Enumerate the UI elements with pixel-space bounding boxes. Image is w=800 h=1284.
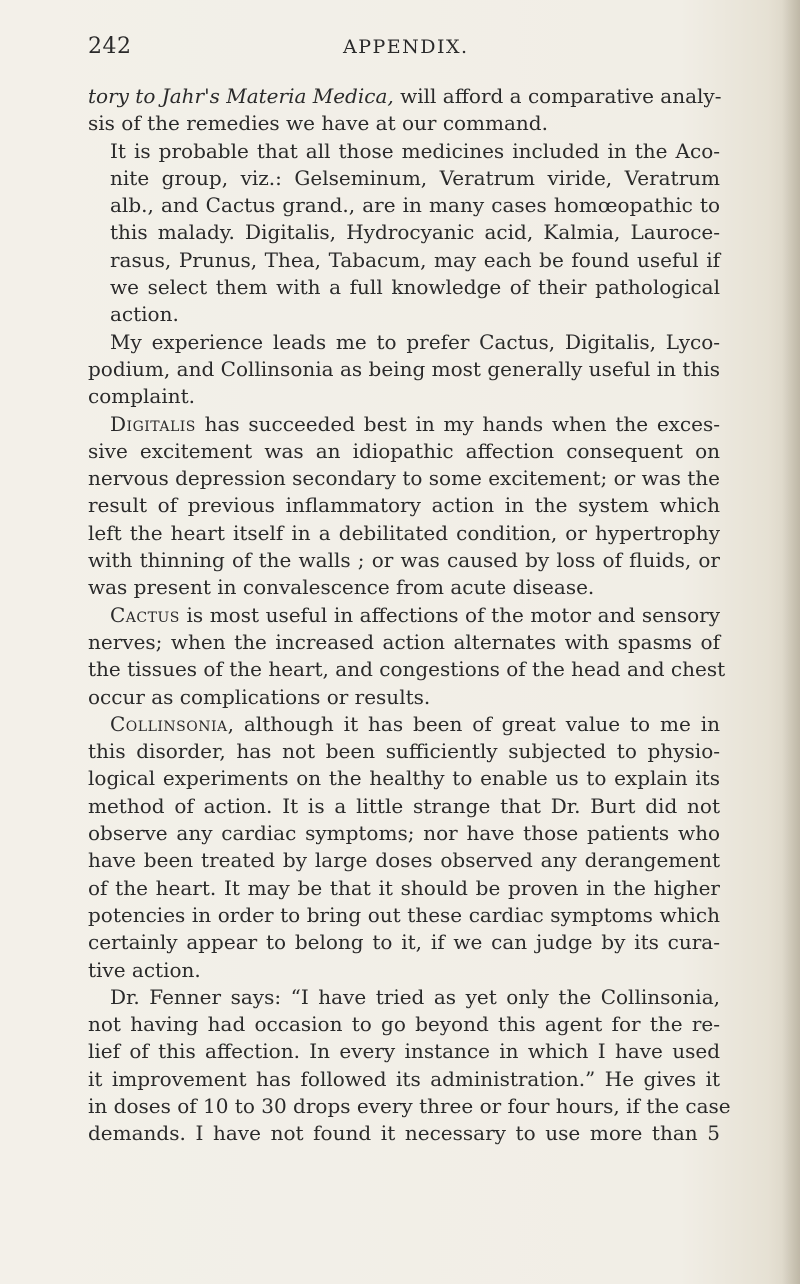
italic-citation: tory to Jahr's Materia Medica, <box>88 84 394 108</box>
text-line: nerves; when the increased action alternates with spasms of <box>88 629 720 654</box>
text-line: alb., and Cactus grand., are in many cases homœopathic to <box>110 193 720 218</box>
text-line: in doses of 10 to 30 drops every three or four hours, if the case <box>88 1093 731 1118</box>
text-line: this disorder, has not been sufficiently subjected to physio- <box>88 739 720 764</box>
paragraph-aconite-group <box>88 138 720 329</box>
text-line: action. <box>110 302 179 327</box>
text-line: tive action. <box>88 957 201 982</box>
text-line: sis of the remedies we have at our command. <box>88 111 548 136</box>
remedy-name-collinsonia: Collinsonia <box>110 711 228 736</box>
text-line: have been treated by large doses observed any derangement <box>88 848 720 873</box>
text-line: not having had occasion to go beyond this agent for the re- <box>88 1012 720 1037</box>
text-line: certainly appear to belong to it, if we can judge by its cura- <box>88 930 720 955</box>
text-line: nite group, viz.: Gelseminum, Veratrum viride, Veratrum <box>110 165 720 190</box>
remedy-name-cactus: Cactus <box>110 602 180 627</box>
text-line: occur as complications or results. <box>88 684 431 709</box>
remedy-name-digitalis: Digitalis <box>110 411 196 436</box>
text-line: demands. I have not found it necessary to use more than 5 <box>88 1121 720 1146</box>
page-number: 242 <box>88 34 132 59</box>
text-line: result of previous inflammatory action in the system which <box>88 493 720 518</box>
paragraph-fenner-quote <box>88 984 731 1148</box>
paragraph-continuation <box>88 83 720 138</box>
running-head: APPENDIX. <box>343 36 469 58</box>
text-line: It is probable that all those medicines included in the Aco- <box>110 138 720 163</box>
page-edge-shadow <box>782 0 800 1284</box>
text-line: My experience leads me to prefer Cactus, Digitalis, Lyco- <box>110 329 720 354</box>
text-line: nervous depression secondary to some excitement; or was the <box>88 466 721 491</box>
text-line: Cactus is most useful in affections of the motor and sensory <box>110 602 720 627</box>
text-line: Digitalis has succeeded best in my hands when the exces- <box>110 411 720 436</box>
paragraph-collinsonia <box>88 711 720 984</box>
text-line: was present in convalescence from acute disease. <box>88 575 595 600</box>
text-line: sive excitement was an idiopathic affection consequent on <box>88 438 720 463</box>
text-line: left the heart itself in a debilitated condition, or hypertrophy <box>88 520 720 545</box>
text-line: tory to Jahr's Materia Medica, will afford a comparative analy- <box>88 84 722 108</box>
paragraph-experience <box>88 329 720 411</box>
paragraph-digitalis <box>88 411 720 602</box>
body-text <box>88 83 731 1148</box>
text-line: logical experiments on the healthy to enable us to explain its <box>88 766 720 791</box>
text-line: it improvement has followed its administration.” He gives it <box>88 1066 720 1091</box>
text-line: complaint. <box>88 384 196 409</box>
text-line: method of action. It is a little strange that Dr. Burt did not <box>88 793 720 818</box>
text-line: Dr. Fenner says: “I have tried as yet only the Collinsonia, <box>110 984 720 1009</box>
text-line: rasus, Prunus, Thea, Tabacum, may each be found useful if <box>110 247 720 272</box>
text-line: observe any cardiac symptoms; nor have those patients who <box>88 821 720 846</box>
text-line: lief of this affection. In every instance in which I have used <box>88 1039 720 1064</box>
text-line: the tissues of the heart, and congestions of the head and chest <box>88 657 726 682</box>
text-line: this malady. Digitalis, Hydrocyanic acid, Kalmia, Lauroce- <box>110 220 720 245</box>
text-line: we select them with a full knowledge of their pathological <box>110 275 720 300</box>
text-line: of the heart. It may be that it should be proven in the higher <box>88 875 720 900</box>
paragraph-cactus <box>88 602 726 711</box>
text-line: Collinsonia, although it has been of great value to me in <box>110 711 720 736</box>
text-line: potencies in order to bring out these cardiac symptoms which <box>88 902 720 927</box>
text-line: podium, and Collinsonia as being most generally useful in this <box>88 356 720 381</box>
text-line: with thinning of the walls ; or was caused by loss of fluids, or <box>88 548 720 573</box>
page-header <box>88 34 738 64</box>
